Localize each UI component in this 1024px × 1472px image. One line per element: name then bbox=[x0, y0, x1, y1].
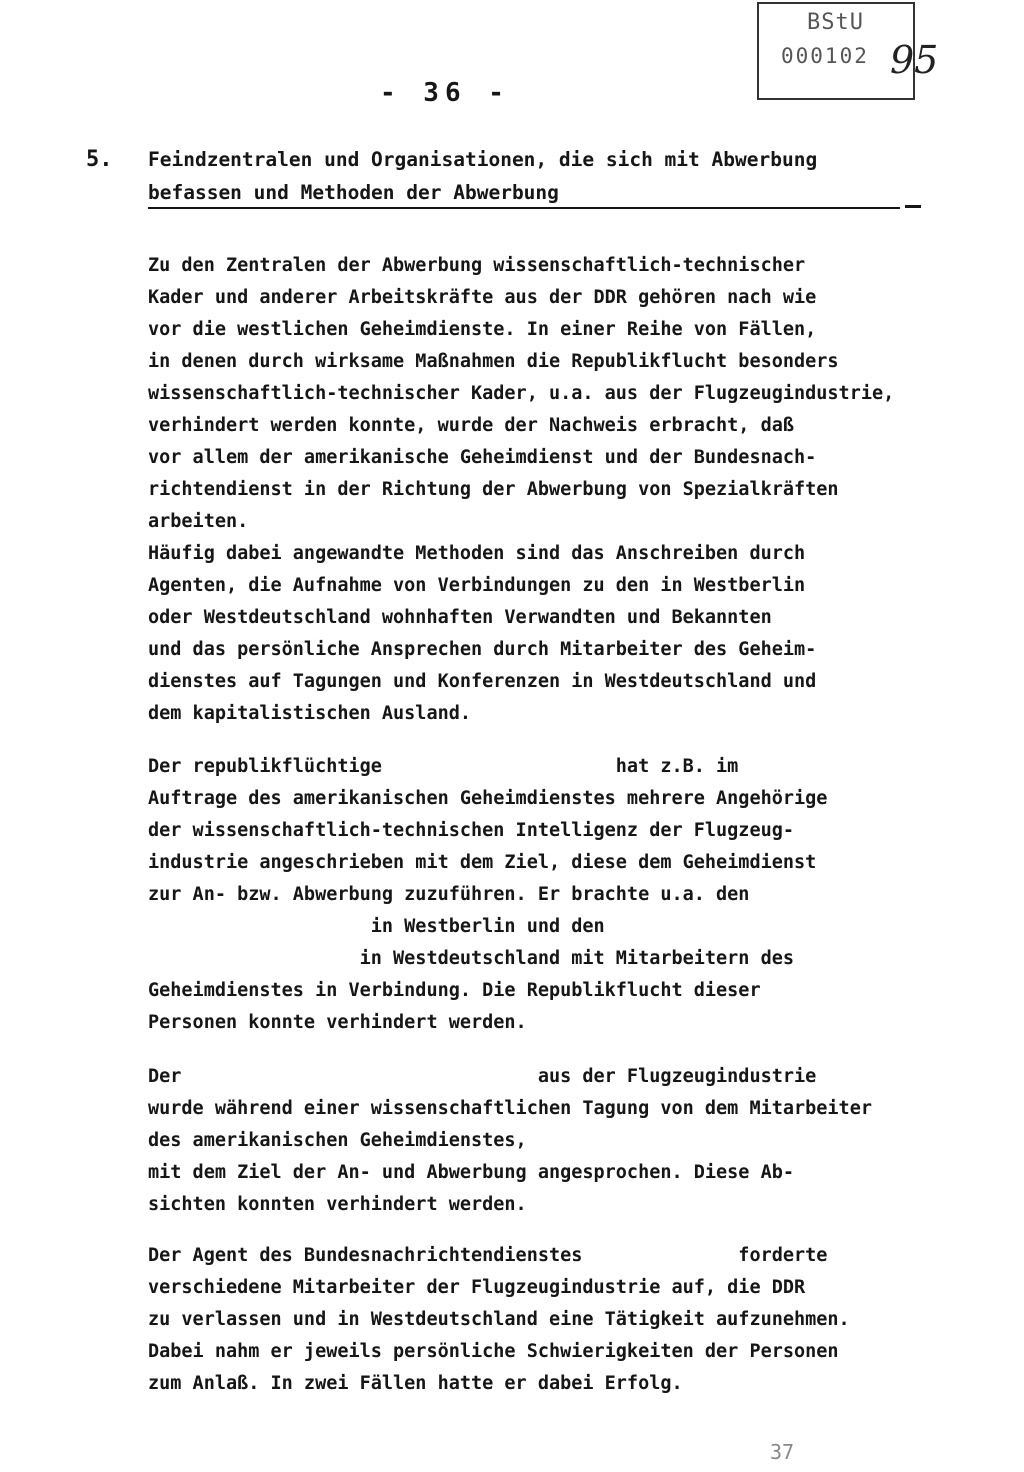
text-line: vor die westlichen Geheimdienste. In einer Reihe von Fällen, bbox=[148, 319, 817, 340]
text-line: und das persönliche Ansprechen durch Mitarbeiter des Geheim- bbox=[148, 639, 817, 660]
heading-line: Feindzentralen und Organisationen, die sich mit Abwerbung bbox=[148, 148, 818, 171]
page-number: - 36 - bbox=[380, 78, 510, 108]
text-line: Auftrage des amerikanischen Geheimdienstes mehrere Angehörige bbox=[148, 788, 828, 809]
text-line: sichten konnten verhindert werden. bbox=[148, 1194, 527, 1215]
text-line: Geheimdienstes in Verbindung. Die Republikflucht dieser bbox=[148, 980, 761, 1001]
text-line: Kader und anderer Arbeitskräfte aus der DDR gehören nach wie bbox=[148, 287, 817, 308]
text-line: in Westberlin und den bbox=[148, 916, 605, 937]
text-line: Agenten, die Aufnahme von Verbindungen zu den in Westberlin bbox=[148, 575, 806, 596]
text-line: mit dem Ziel der An- und Abwerbung angesprochen. Diese Ab- bbox=[148, 1162, 795, 1183]
text-line: zu verlassen und in Westdeutschland eine Tätigkeit aufzunehmen. bbox=[148, 1309, 850, 1330]
text-line: der wissenschaftlich-technischen Intelligenz der Flugzeug- bbox=[148, 820, 795, 841]
heading-line: befassen und Methoden der Abwerbung bbox=[148, 181, 559, 204]
footer-page-mark: 37 bbox=[770, 1440, 795, 1464]
text-line: wurde während einer wissenschaftlichen Tagung von dem Mitarbeiter bbox=[148, 1098, 872, 1119]
text-line: verhindert werden konnte, wurde der Nachweis erbracht, daß bbox=[148, 415, 795, 436]
text-line: vor allem der amerikanische Geheimdienst und der Bundesnach- bbox=[148, 447, 817, 468]
text-line: arbeiten. bbox=[148, 511, 249, 532]
text-line: verschiedene Mitarbeiter der Flugzeugindustrie auf, die DDR bbox=[148, 1277, 806, 1298]
text-line: zum Anlaß. In zwei Fällen hatte er dabei Erfolg. bbox=[148, 1373, 683, 1394]
text-line: dienstes auf Tagungen und Konferenzen in Westdeutschland und bbox=[148, 671, 817, 692]
handwritten-page-number: 95 bbox=[890, 38, 939, 82]
text-line: Der aus der Flugzeugindustrie bbox=[148, 1066, 817, 1087]
section-number: 5. bbox=[86, 147, 113, 172]
heading-underline bbox=[148, 207, 900, 209]
text-line: Personen konnte verhindert werden. bbox=[148, 1012, 527, 1033]
text-line: Der Agent des Bundesnachrichtendienstes forderte bbox=[148, 1245, 828, 1266]
text-line: Zu den Zentralen der Abwerbung wissenschaftlich-technischer bbox=[148, 255, 806, 276]
text-line: zur An- bzw. Abwerbung zuzuführen. Er brachte u.a. den bbox=[148, 884, 750, 905]
text-line: wissenschaftlich-technischer Kader, u.a. aus der Flugzeugindustrie, bbox=[148, 383, 895, 404]
heading-underline-end bbox=[905, 205, 921, 208]
stamp-number: 000102 bbox=[781, 44, 869, 68]
text-line: oder Westdeutschland wohnhaften Verwandten und Bekannten bbox=[148, 607, 772, 628]
text-line: in denen durch wirksame Maßnahmen die Republikflucht besonders bbox=[148, 351, 839, 372]
text-line: dem kapitalistischen Ausland. bbox=[148, 703, 472, 724]
text-line: Dabei nahm er jeweils persönliche Schwierigkeiten der Personen bbox=[148, 1341, 839, 1362]
text-line: richtendienst in der Richtung der Abwerbung von Spezialkräften bbox=[148, 479, 839, 500]
text-line: in Westdeutschland mit Mitarbeitern des bbox=[148, 948, 795, 969]
text-line: des amerikanischen Geheimdienstes, bbox=[148, 1130, 527, 1151]
text-line: Häufig dabei angewandte Methoden sind das Anschreiben durch bbox=[148, 543, 806, 564]
text-line: Der republikflüchtige hat z.B. im bbox=[148, 756, 739, 777]
text-line: industrie angeschrieben mit dem Ziel, diese dem Geheimdienst bbox=[148, 852, 817, 873]
stamp-agency: BStU bbox=[807, 10, 864, 35]
